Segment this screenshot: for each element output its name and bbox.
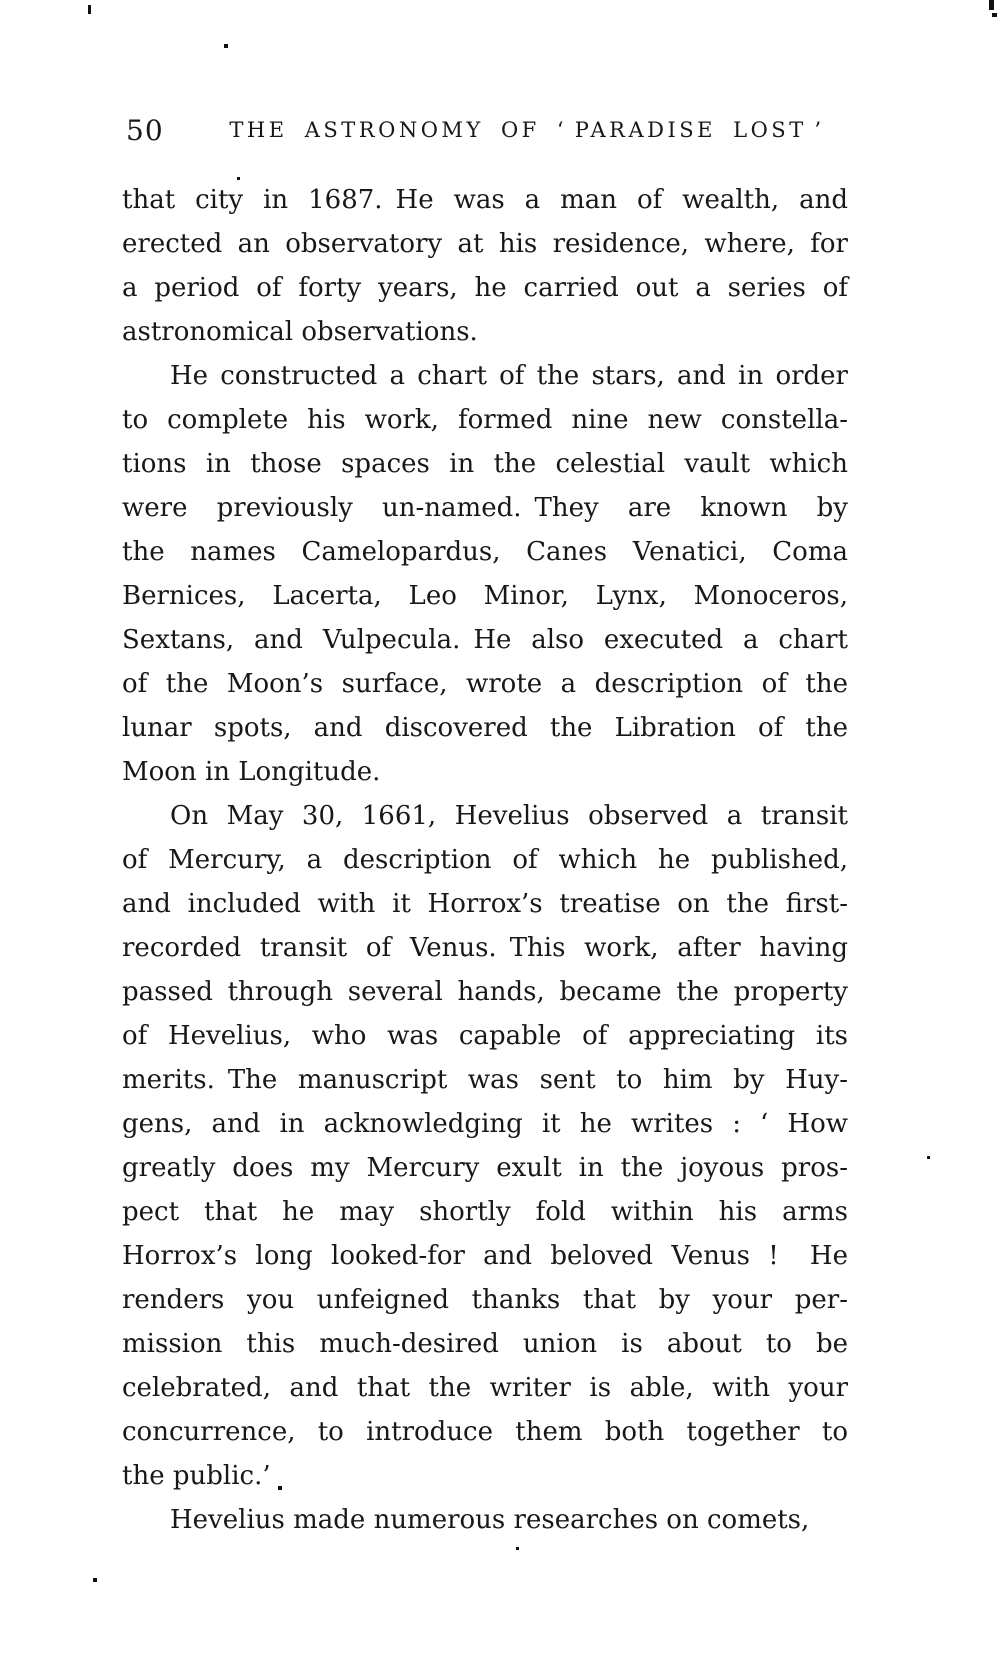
text-line: concurrence, to introduce them both together to (122, 1417, 848, 1447)
text-line: Sextans, and Vulpecula. He also executed a chart (122, 625, 848, 655)
scan-speck (278, 1486, 282, 1490)
text-line: Hevelius made numerous researches on comets, (170, 1505, 810, 1535)
page-number: 50 (126, 114, 164, 147)
scan-speck (224, 44, 228, 48)
scan-speck (989, 0, 994, 10)
text-line: of Mercury, a description of which he published, (122, 845, 848, 875)
text-line: and included with it Horrox’s treatise on the first- (122, 889, 848, 919)
scan-speck (992, 13, 997, 17)
text-line: of the Moon’s surface, wrote a description of the (122, 669, 848, 699)
text-line: celebrated, and that the writer is able, with your (122, 1373, 848, 1403)
text-block (122, 178, 848, 1542)
page-header (122, 112, 848, 150)
text-line: were previously un-named. They are known by (122, 493, 848, 523)
text-line: Horrox’s long looked-for and beloved Venus ! He (122, 1241, 848, 1271)
text-line: He constructed a chart of the stars, and in order (170, 361, 848, 391)
text-line: Bernices, Lacerta, Leo Minor, Lynx, Monoceros, (122, 581, 848, 611)
text-line: lunar spots, and discovered the Libration of the (122, 713, 848, 743)
text-line: recorded transit of Venus. This work, after having (122, 933, 848, 963)
text-line: pect that he may shortly fold within his arms (122, 1197, 848, 1227)
text-line: tions in those spaces in the celestial vault which (122, 449, 848, 479)
text-line: On May 30, 1661, Hevelius observed a transit (170, 801, 848, 831)
text-line: Moon in Longitude. (122, 757, 381, 787)
text-line: a period of forty years, he carried out a series of (122, 273, 848, 303)
running-header: THE ASTRONOMY OF ‘ PARADISE LOST ’ (229, 118, 825, 142)
text-line: astronomical observations. (122, 317, 478, 347)
text-line: the names Camelopardus, Canes Venatici, Coma (122, 537, 848, 567)
text-line: passed through several hands, became the property (122, 977, 848, 1007)
text-line: the public.’ (122, 1461, 271, 1491)
text-line: merits. The manuscript was sent to him by Huy- (122, 1065, 848, 1095)
scan-speck (516, 1547, 519, 1550)
scan-speck (93, 1578, 97, 1582)
text-line: of Hevelius, who was capable of appreciating its (122, 1021, 848, 1051)
scan-speck (237, 177, 240, 180)
text-line: gens, and in acknowledging it he writes : ‘ How (122, 1109, 848, 1139)
scan-speck (927, 1156, 930, 1159)
text-line: to complete his work, formed nine new constella- (122, 405, 848, 435)
text-line: renders you unfeigned thanks that by your per- (122, 1285, 848, 1315)
text-line: mission this much-desired union is about to be (122, 1329, 848, 1359)
text-line: that city in 1687. He was a man of wealth, and (122, 185, 848, 215)
scan-speck (88, 5, 91, 14)
text-line: greatly does my Mercury exult in the joyous pros- (122, 1153, 848, 1183)
text-line: erected an observatory at his residence, where, for (122, 229, 848, 259)
